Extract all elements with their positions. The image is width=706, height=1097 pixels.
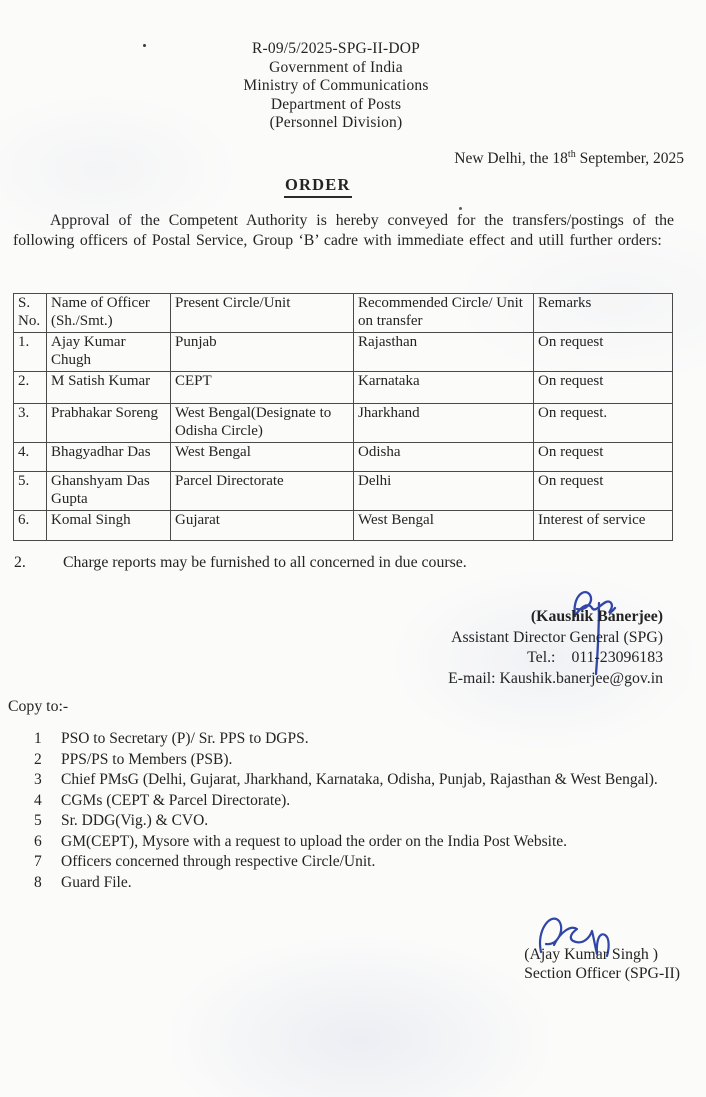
copy-item-number: 4 [34, 791, 42, 809]
opening-paragraph: Approval of the Competent Authority is hereby conveyed for the transfers/postings of the following officers of Postal Service, Group ‘B’ cadre with immediate effect and utill further orders: [13, 212, 674, 249]
table-row [14, 372, 673, 404]
signatory-designation: Assistant Director General (SPG) [451, 628, 663, 646]
cell-remarks: On request [534, 443, 673, 472]
paragraph-number: 2. [14, 554, 26, 571]
cell-name: Prabhakar Soreng [47, 404, 171, 443]
copy-item-number: 1 [34, 730, 42, 747]
copy-item-number: 3 [34, 771, 42, 788]
org-line: Government of India [269, 58, 403, 76]
copy-item [34, 791, 662, 811]
cell-present: Punjab [171, 333, 354, 372]
copy-item-number: 2 [34, 750, 42, 768]
org-line: (Personnel Division) [269, 114, 403, 132]
transfer-table [13, 293, 673, 541]
org-line: Ministry of Communications [243, 77, 429, 95]
tel-label: Tel.: [527, 649, 556, 666]
cell-name: Bhagyadhar Das [47, 443, 171, 472]
org-line: Department of Posts [270, 95, 402, 113]
copy-item-text: Sr. DDG(Vig.) & CVO. [61, 812, 209, 829]
copy-item-text: Officers concerned through respective Circle/Unit. [61, 853, 376, 870]
table-header-row [14, 294, 673, 333]
charge-reports-paragraph [14, 554, 674, 572]
scan-speck [459, 207, 462, 210]
copy-item-number: 5 [34, 812, 42, 829]
signatory-email: E-mail: Kaushik.banerjee@gov.in [448, 669, 663, 687]
copy-item [34, 770, 662, 790]
cell-recommended: Rajasthan [354, 333, 534, 372]
letterhead [0, 40, 672, 133]
reference-number: R-09/5/2025-SPG-II-DOP [251, 40, 420, 57]
cell-remarks: On request. [534, 404, 673, 443]
cell-present: Parcel Directorate [171, 472, 354, 511]
date-ordinal-suffix: th [567, 148, 576, 160]
cell-present: West Bengal [171, 443, 354, 472]
cell-recommended: Delhi [354, 472, 534, 511]
col-header-remarks: Remarks [534, 294, 673, 333]
copy-item-number: 8 [34, 873, 42, 891]
table-row [14, 333, 673, 372]
col-header-present: Present Circle/Unit [171, 294, 354, 333]
cell-recommended: Jharkhand [354, 404, 534, 443]
cell-name: Ajay Kumar Chugh [47, 333, 171, 372]
signatory-block-adg [448, 607, 663, 689]
copy-item [34, 832, 662, 852]
cell-remarks: On request [534, 372, 673, 404]
copy-item [34, 729, 662, 749]
copy-item [34, 750, 662, 770]
cell-sno: 2. [14, 372, 47, 404]
cell-name: Ghanshyam Das Gupta [47, 472, 171, 511]
signatory-block-section-officer [524, 945, 680, 983]
tel-number: 011-23096183 [571, 649, 663, 666]
table-row [14, 472, 673, 511]
copy-item-number: 6 [34, 832, 42, 850]
place-and-date [454, 150, 684, 168]
col-header-recommended: Recommended Circle/ Unit on transfer [354, 294, 534, 333]
cell-remarks: On request [534, 333, 673, 372]
cell-name: Komal Singh [47, 511, 171, 541]
copy-item [34, 811, 662, 831]
date-text: New Delhi, the 18 [454, 150, 568, 167]
copy-item [34, 852, 662, 872]
copy-item-text: PPS/PS to Members (PSB). [61, 750, 233, 768]
cell-sno: 6. [14, 511, 47, 541]
cell-remarks: On request [534, 472, 673, 511]
cell-present: CEPT [171, 372, 354, 404]
cell-recommended: Odisha [354, 443, 534, 472]
cell-sno: 1. [14, 333, 47, 372]
copy-item-text: Guard File. [61, 873, 132, 891]
cell-recommended: West Bengal [354, 511, 534, 541]
copy-item-text: PSO to Secretary (P)/ Sr. PPS to DGPS. [61, 730, 309, 747]
copy-item-text: Chief PMsG (Delhi, Gujarat, Jharkhand, Karnataka, Odisha, Punjab, Rajasthan & West Bengal). [61, 771, 658, 788]
cell-sno: 4. [14, 443, 47, 472]
order-heading: ORDER [284, 175, 352, 198]
cell-sno: 5. [14, 472, 47, 511]
table-row [14, 511, 673, 541]
cell-recommended: Karnataka [354, 372, 534, 404]
copy-item [34, 873, 662, 893]
signatory-telephone [448, 648, 663, 669]
cell-present: Gujarat [171, 511, 354, 541]
cell-remarks: Interest of service [534, 511, 673, 541]
table-row [14, 443, 673, 472]
col-header-name: Name of Officer (Sh./Smt.) [47, 294, 171, 333]
cell-sno: 3. [14, 404, 47, 443]
date-text: September, 2025 [575, 150, 684, 167]
signatory-designation: Section Officer (SPG-II) [524, 965, 680, 982]
copy-to-label: Copy to:- [8, 698, 69, 715]
cell-name: M Satish Kumar [47, 372, 171, 404]
col-header-sno: S. No. [14, 294, 47, 333]
signatory-name: (Ajay Kumar Singh ) [524, 946, 658, 963]
copy-item-number: 7 [34, 853, 42, 870]
table-row [14, 404, 673, 443]
copy-item-text: CGMs (CEPT & Parcel Directorate). [61, 791, 291, 809]
paragraph-text: Charge reports may be furnished to all concerned in due course. [63, 554, 467, 571]
cell-present: West Bengal(Designate to Odisha Circle) [171, 404, 354, 443]
copy-item-text: GM(CEPT), Mysore with a request to upload the order on the India Post Website. [61, 832, 568, 850]
copy-to-list [34, 729, 662, 893]
signatory-name: (Kaushik Banerjee) [530, 608, 663, 625]
